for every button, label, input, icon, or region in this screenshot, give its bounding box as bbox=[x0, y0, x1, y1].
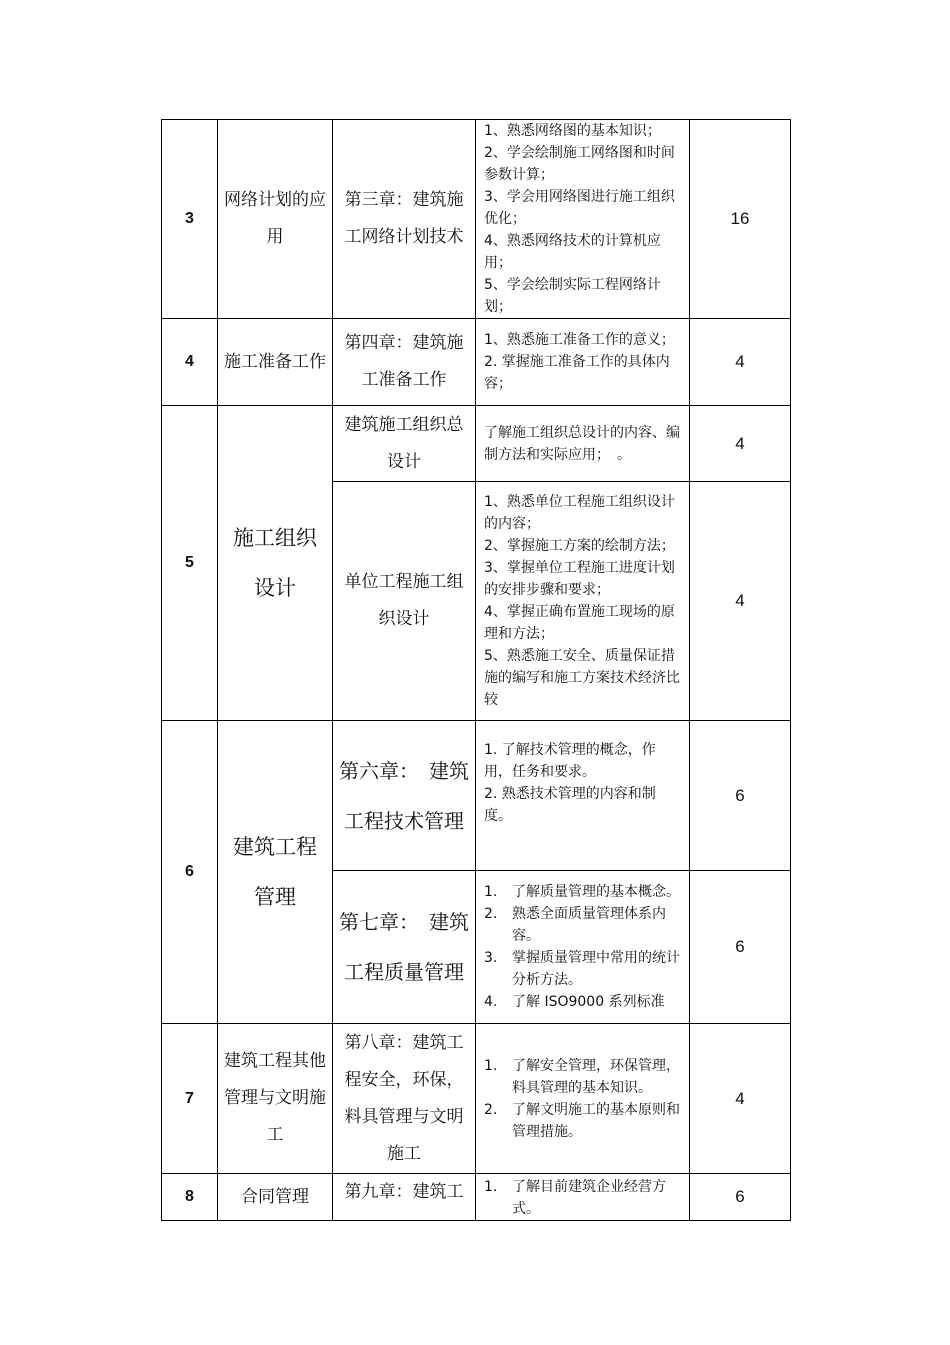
chapter-cell: 建筑施工组织总设计 bbox=[333, 406, 476, 482]
requirements-cell bbox=[476, 319, 690, 406]
requirement-item: 2、学会绘制施工网络图和时间参数计算； bbox=[484, 145, 675, 183]
chapter-cell: 第七章： 建筑工程质量管理 bbox=[333, 871, 476, 1024]
table-row-4 bbox=[162, 319, 791, 406]
requirement-item: 了解施工组织总设计的内容、编制方法和实际应用； 。 bbox=[484, 424, 680, 463]
hours-cell: 16 bbox=[690, 120, 791, 319]
requirement-item: 2. 了解文明施工的基本原则和管理措施。 bbox=[484, 1101, 680, 1140]
requirements-cell bbox=[476, 1024, 690, 1174]
syllabus-table bbox=[161, 119, 791, 1221]
requirement-item: 2. 熟悉技术管理的内容和制度。 bbox=[484, 786, 656, 824]
topic-cell: 施工准备工作 bbox=[218, 319, 333, 406]
topic-cell: 施工组织设计 bbox=[218, 406, 333, 721]
requirement-item: 1. 了解目前建筑企业经营方式。 bbox=[484, 1179, 666, 1217]
requirements-cell bbox=[476, 406, 690, 482]
requirement-list bbox=[484, 1176, 681, 1220]
requirement-item: 4、掌握正确布置施工现场的原理和方法； bbox=[484, 604, 675, 642]
requirements-cell bbox=[476, 871, 690, 1024]
requirement-list bbox=[484, 881, 681, 1013]
hours-cell: 6 bbox=[690, 721, 791, 871]
chapter-cell: 第九章：建筑工 bbox=[333, 1174, 476, 1221]
row-number: 8 bbox=[162, 1174, 218, 1221]
requirement-item: 3. 掌握质量管理中常用的统计分析方法。 bbox=[484, 950, 680, 988]
requirement-list bbox=[484, 1055, 681, 1143]
requirements-cell bbox=[476, 482, 690, 721]
requirement-item: 4、熟悉网络技术的计算机应用； bbox=[484, 233, 661, 271]
chapter-cell: 第八章：建筑工程安全，环保，料具管理与文明施工 bbox=[333, 1024, 476, 1174]
requirement-item: 5、学会绘制实际工程网络计划； bbox=[484, 277, 661, 315]
topic-cell: 建筑工程其他管理与文明施工 bbox=[218, 1024, 333, 1174]
requirement-item: 4. 了解 ISO9000 系列标准 bbox=[484, 994, 665, 1010]
row-number: 4 bbox=[162, 319, 218, 406]
topic-cell: 合同管理 bbox=[218, 1174, 333, 1221]
hours-cell: 6 bbox=[690, 871, 791, 1024]
row-number: 6 bbox=[162, 721, 218, 1024]
row-number: 5 bbox=[162, 406, 218, 721]
chapter-cell: 第四章：建筑施工准备工作 bbox=[333, 319, 476, 406]
table-row-6 bbox=[162, 721, 791, 871]
requirement-item: 1、熟悉单位工程施工组织设计的内容； bbox=[484, 494, 675, 532]
table-row-8 bbox=[162, 1174, 791, 1221]
requirement-item: 5、熟悉施工安全、质量保证措施的编写和施工方案技术经济比较 bbox=[484, 648, 680, 708]
requirement-item: 1. 了解安全管理，环保管理，料具管理的基本知识。 bbox=[484, 1057, 680, 1096]
topic-cell: 网络计划的应用 bbox=[218, 120, 333, 319]
hours-cell: 4 bbox=[690, 406, 791, 482]
requirements-cell bbox=[476, 1174, 690, 1221]
requirement-item: 1. 了解质量管理的基本概念。 bbox=[484, 884, 680, 900]
requirement-item: 1. 了解技术管理的概念，作用，任务和要求。 bbox=[484, 742, 656, 780]
requirement-item: 2. 熟悉全面质量管理体系内容。 bbox=[484, 906, 666, 944]
hours-cell: 4 bbox=[690, 1024, 791, 1174]
requirements-cell bbox=[476, 721, 690, 871]
hours-cell: 6 bbox=[690, 1174, 791, 1221]
topic-cell: 建筑工程管理 bbox=[218, 721, 333, 1024]
requirement-item: 2. 掌握施工准备工作的具体内容； bbox=[484, 354, 670, 392]
requirement-item: 3、掌握单位工程施工进度计划的安排步骤和要求； bbox=[484, 560, 675, 598]
requirements-cell bbox=[476, 120, 690, 319]
table-row-7 bbox=[162, 1024, 791, 1174]
hours-cell: 4 bbox=[690, 319, 791, 406]
table-row-5 bbox=[162, 406, 791, 482]
chapter-cell: 第三章：建筑施工网络计划技术 bbox=[333, 120, 476, 319]
chapter-cell: 单位工程施工组织设计 bbox=[333, 482, 476, 721]
requirement-item: 1、熟悉网络图的基本知识； bbox=[484, 123, 661, 139]
requirement-item: 3、学会用网络图进行施工组织优化； bbox=[484, 189, 675, 227]
table-row-3 bbox=[162, 120, 791, 319]
chapter-cell: 第六章： 建筑工程技术管理 bbox=[333, 721, 476, 871]
requirement-item: 1、熟悉施工准备工作的意义； bbox=[484, 332, 675, 348]
requirement-item: 2、掌握施工方案的绘制方法； bbox=[484, 538, 675, 554]
hours-cell: 4 bbox=[690, 482, 791, 721]
row-number: 7 bbox=[162, 1024, 218, 1174]
row-number: 3 bbox=[162, 120, 218, 319]
